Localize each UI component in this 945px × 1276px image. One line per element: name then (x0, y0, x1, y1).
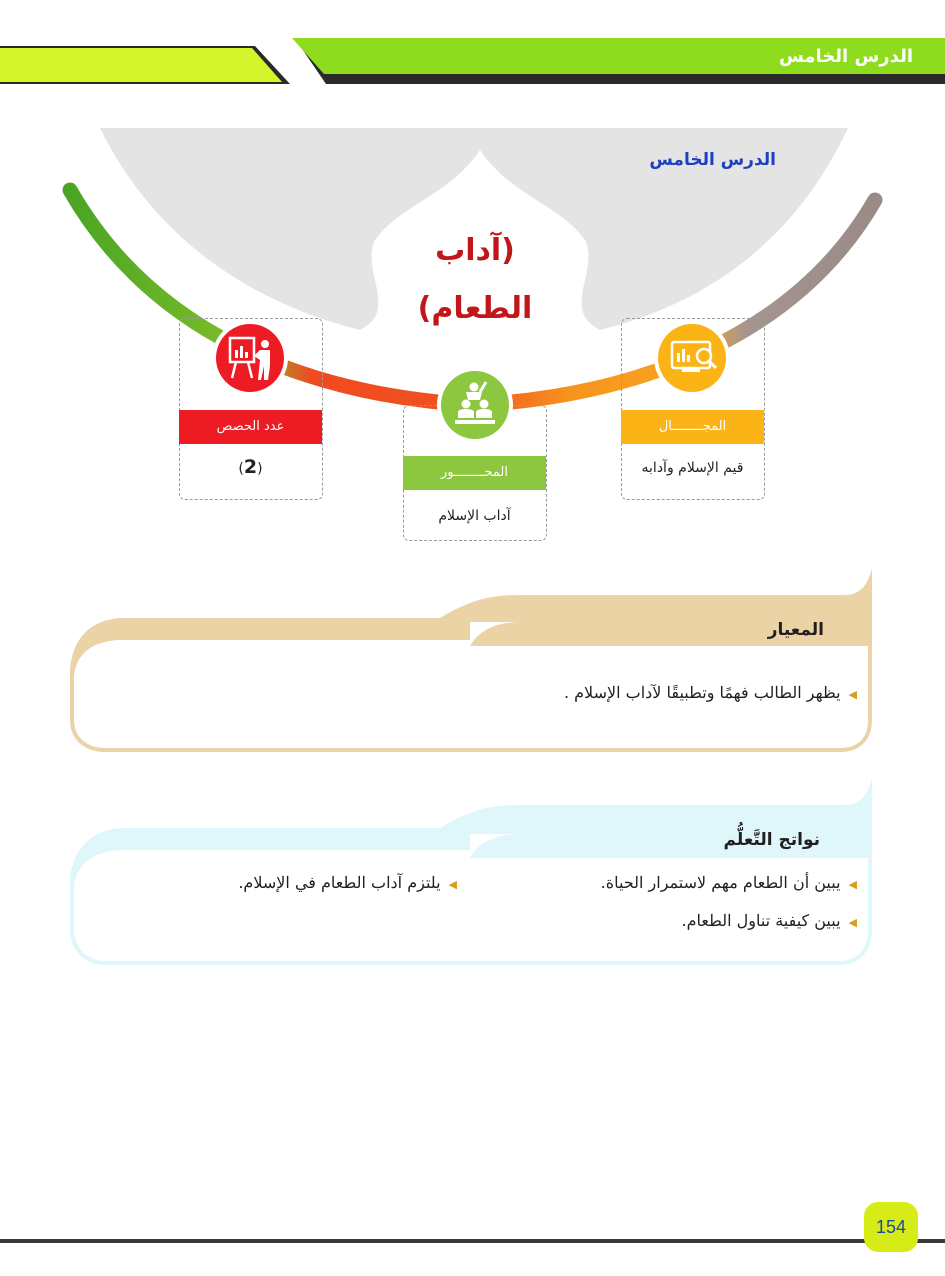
domain-label: المجــــــــال (621, 410, 764, 444)
bullet-marker-icon: ◀ (848, 878, 857, 891)
domain-value: قيم الإسلام وآدابه (641, 460, 744, 476)
lesson-title-line2: الطعام) (417, 291, 533, 326)
lesson-title (345, 222, 605, 338)
outcome-item (682, 911, 858, 930)
outcome-item-text: يلتزم آداب الطعام في الإسلام. (238, 873, 441, 892)
lesson-label: الدرس الخامس (649, 150, 776, 170)
outcome-item-text: يبين كيفية تناول الطعام. (681, 911, 841, 930)
sessions-value-number: 2 (243, 456, 258, 478)
page-number: 154 (864, 1202, 918, 1252)
header-title: الدرس الخامس (778, 46, 913, 67)
outcome-item (238, 873, 457, 892)
standard-item (564, 683, 857, 702)
outcomes-title: نواتج التَّعلُّم (723, 830, 820, 850)
sessions-label: عدد الحصص (179, 410, 322, 444)
footer-line (0, 1239, 945, 1243)
sessions-value (179, 456, 322, 478)
sessions-value-open: ( (257, 461, 263, 477)
standard-title: المعيار (767, 620, 824, 640)
lesson-title-line1: (آداب (435, 233, 515, 268)
outcome-item (601, 873, 857, 892)
axis-value: آداب الإسلام (438, 508, 511, 524)
standard-item-text: يظهر الطالب فهمًا وتطبيقًا لآداب الإسلام . (563, 683, 841, 702)
bullet-marker-icon: ◀ (848, 916, 857, 929)
standard-panel-shape (70, 568, 872, 752)
bullet-marker-icon: ◀ (448, 878, 457, 891)
bullet-marker-icon: ◀ (848, 688, 857, 701)
outcomes-panel-shape (70, 778, 872, 965)
outcome-item-text: يبين أن الطعام مهم لاستمرار الحياة. (600, 873, 841, 892)
sessions-value-close: ) (238, 461, 244, 477)
axis-label: المحــــــــور (403, 456, 546, 490)
